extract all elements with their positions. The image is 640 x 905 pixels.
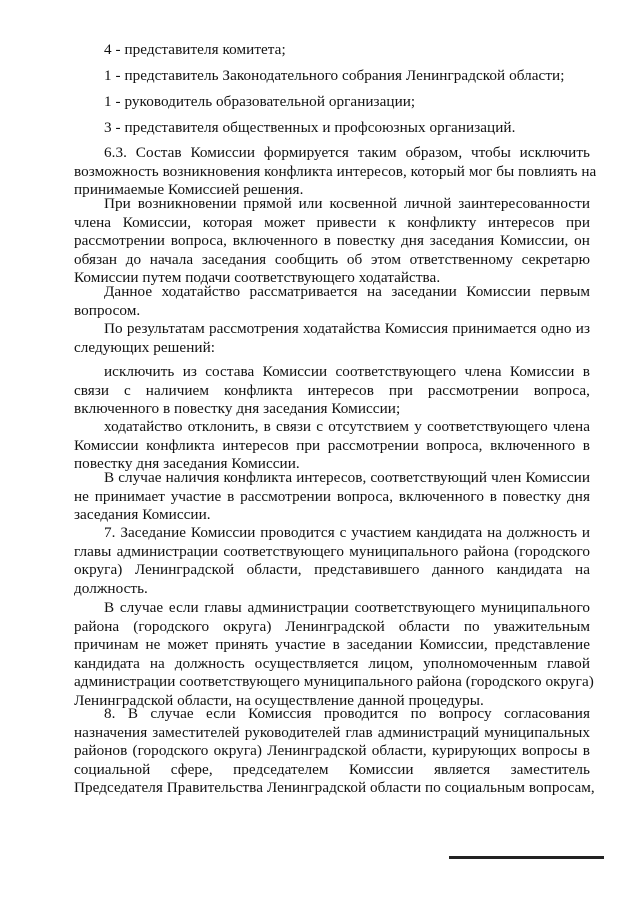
list-item: 1 - руководитель образовательной организации;	[104, 93, 416, 110]
text-line: социальной сфере, председателем Комиссии является заместитель	[74, 760, 590, 778]
text-line: 7. Заседание Комиссии проводится с участием кандидата на должность и	[104, 524, 590, 541]
text-line: возможность возникновения конфликта интересов, который мог бы повлиять на	[74, 162, 597, 180]
text-line: По результатам рассмотрения ходатайства Комиссия принимается одно из	[104, 320, 590, 337]
text-line: заседания Комиссии.	[74, 506, 211, 523]
paragraph-exclude-member	[74, 363, 590, 419]
text-line: кандидата на должность осуществляется лицом, уполномоченным главой	[74, 654, 590, 672]
text-line: включенного в повестку дня заседания Комиссии;	[74, 400, 401, 417]
text-line: члена Комиссии, которая может привести к конфликту интересов при	[74, 213, 590, 231]
text-line: рассмотрении вопроса, включенного в повестку дня заседания Комиссии, он	[74, 232, 590, 249]
text-line: главы администрации соответствующего муниципального района (городского	[74, 542, 590, 560]
text-line: района (городского округа) Ленинградской области по уважительным	[74, 617, 590, 635]
text-line: Комиссии конфликта интересов при рассмотрении вопроса, включенного в	[74, 436, 590, 454]
paragraph-conflict-case	[74, 469, 590, 525]
text-line: повестку дня заседания Комиссии.	[74, 455, 300, 472]
text-line: связи с наличием конфликта интересов при рассмотрении вопроса,	[74, 381, 590, 399]
paragraph-motion-first	[74, 283, 590, 320]
text-line: ходатайство отклонить, в связи с отсутствием у соответствующего члена	[104, 418, 590, 435]
paragraph-reject-motion	[74, 418, 590, 474]
text-line: Данное ходатайство рассматривается на заседании Комиссии первым	[104, 283, 590, 300]
paragraph-decisions-intro	[74, 320, 590, 357]
text-line: В случае наличия конфликта интересов, соответствующий член Комиссии	[104, 469, 590, 486]
text-line: назначения заместителей руководителей глав администраций муниципальных	[74, 723, 590, 741]
text-line: должность.	[74, 579, 148, 597]
text-line: принимаемые Комиссией решения.	[74, 181, 304, 198]
text-line: 8. В случае если Комиссия проводится по вопросу согласования	[104, 705, 590, 722]
paragraph-section-7	[74, 524, 590, 598]
text-line: Ленинградской области, на осуществление данной процедуры.	[74, 691, 484, 709]
paragraph-6-3	[74, 144, 597, 200]
text-line: В случае если главы администрации соответствующего муниципального	[104, 599, 590, 616]
paragraph-section-8	[74, 705, 595, 798]
text-line: районов (городского округа) Ленинградской области, курирующих вопросы в	[74, 742, 590, 759]
text-line: округа) Ленинградской области, представившего данного кандидата на	[74, 561, 590, 578]
list-item: 1 - представитель Законодательного собрания Ленинградской области;	[104, 67, 565, 84]
paragraph-head-absent	[74, 599, 594, 710]
text-line: не принимает участие в рассмотрении вопроса, включенного в повестку дня	[74, 487, 590, 505]
text-line: Комиссии путем подачи соответствующего ходатайства.	[74, 269, 441, 286]
text-line: исключить из состава Комиссии соответствующего члена Комиссии в	[104, 363, 590, 380]
text-line: причинам не может принять участие в заседании Комиссии, представление	[74, 636, 590, 653]
list-item: 3 - представителя общественных и профсоюзных организаций.	[104, 119, 516, 136]
paragraph-conflict-interest	[74, 195, 590, 288]
text-line: обязан до начала заседания сообщить об этом ответственному секретарю	[74, 250, 590, 268]
text-line: администрации соответствующего муниципального района (городского округа)	[74, 673, 594, 690]
text-line: следующих решений:	[74, 338, 216, 356]
text-line: 6.3. Состав Комиссии формируется таким образом, чтобы исключить	[104, 144, 590, 161]
text-line: Председателя Правительства Ленинградской области по социальным вопросам,	[74, 779, 595, 796]
text-line: вопросом.	[74, 301, 141, 319]
text-line: При возникновении прямой или косвенной личной заинтересованности	[104, 195, 590, 212]
page-bottom-rule	[449, 856, 604, 859]
list-item: 4 - представителя комитета;	[104, 41, 286, 58]
